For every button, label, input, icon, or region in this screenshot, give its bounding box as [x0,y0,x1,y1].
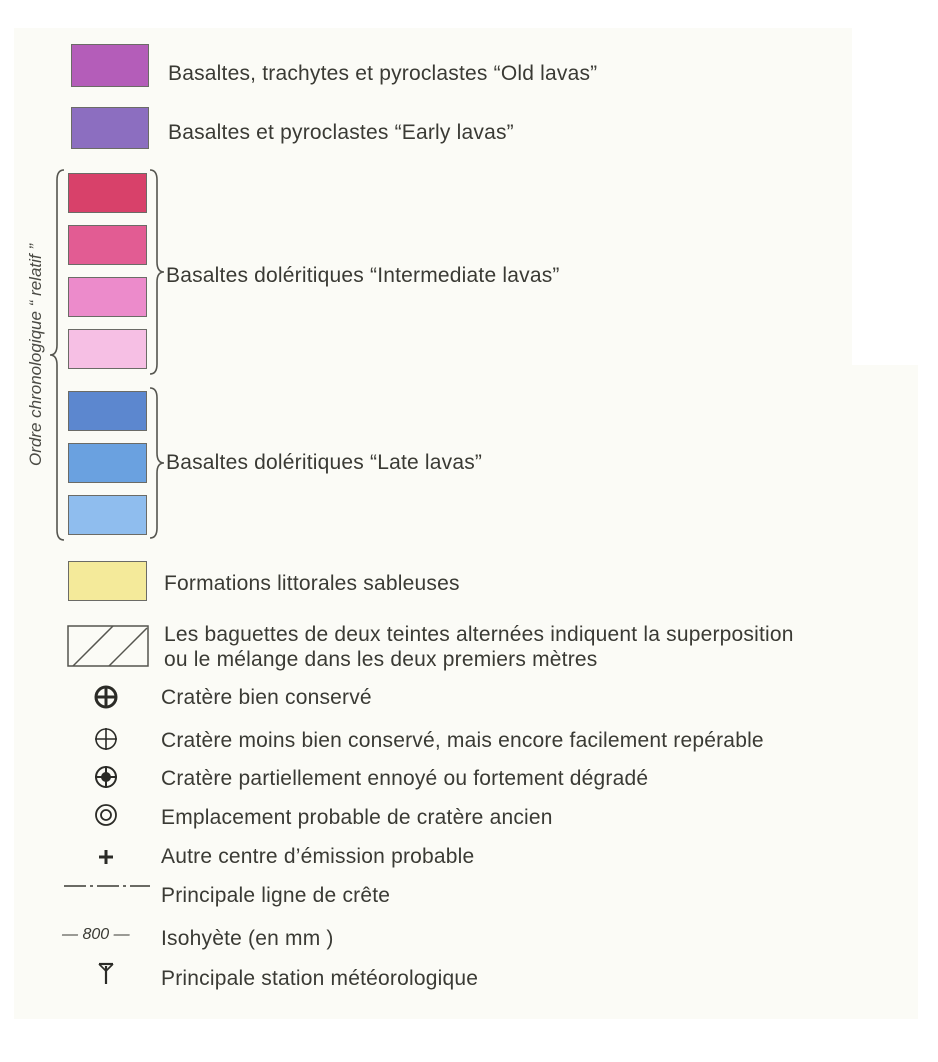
label-old-lavas: Basaltes, trachytes et pyroclastes “Old lavas” [168,62,598,85]
isohyet-value: 800 [82,926,110,943]
ridge-line-icon [64,880,150,892]
swatch-littoral [68,561,147,601]
swatch-intermediate-1 [68,173,147,213]
swatch-late-2 [68,443,147,483]
hatch-swatch-icon [67,625,149,667]
crater-well-preserved-icon [86,682,126,712]
label-ridge-line: Principale ligne de crête [161,884,391,907]
label-isohyet: Isohyète (en mm ) [161,927,334,950]
swatch-old-lavas [71,44,149,87]
label-hatch-line1: Les baguettes de deux teintes alternées indiquent la superposition [164,623,794,646]
swatch-late-1 [68,391,147,431]
label-other-emission-center: Autre centre d’émission probable [161,845,475,868]
chronology-vertical-label: Ordre chronologique “ relatif ” [26,243,45,467]
crater-partially-flooded-icon [86,762,126,792]
weather-station-icon [86,958,126,988]
label-crater-less-preserved: Cratère moins bien conservé, mais encore facilement repérable [161,729,764,752]
label-crater-partially-flooded: Cratère partiellement ennoyé ou fortement dégradé [161,767,649,790]
right-brace-late [148,386,166,540]
old-crater-location-icon [86,800,126,830]
left-brace-chronology [48,168,66,542]
label-crater-well-preserved: Cratère bien conservé [161,686,372,709]
label-late-lavas: Basaltes doléritiques “Late lavas” [166,451,483,474]
isohyet-symbol: — 800 — [62,926,130,943]
label-intermediate-lavas: Basaltes doléritiques “Intermediate lavas” [166,264,560,287]
label-hatch-line2: ou le mélange dans les deux premiers mètres [164,648,598,671]
label-early-lavas: Basaltes et pyroclastes “Early lavas” [168,121,514,144]
swatch-early-lavas [71,107,149,149]
swatch-intermediate-4 [68,329,147,369]
emission-center-plus-icon [86,842,126,872]
swatch-intermediate-2 [68,225,147,265]
label-littoral: Formations littorales sableuses [164,572,460,595]
swatch-intermediate-3 [68,277,147,317]
swatch-late-3 [68,495,147,535]
right-brace-intermediate [148,168,166,376]
label-old-crater-location: Emplacement probable de cratère ancien [161,806,553,829]
label-weather-station: Principale station météorologique [161,967,479,990]
crater-less-preserved-icon [86,724,126,754]
